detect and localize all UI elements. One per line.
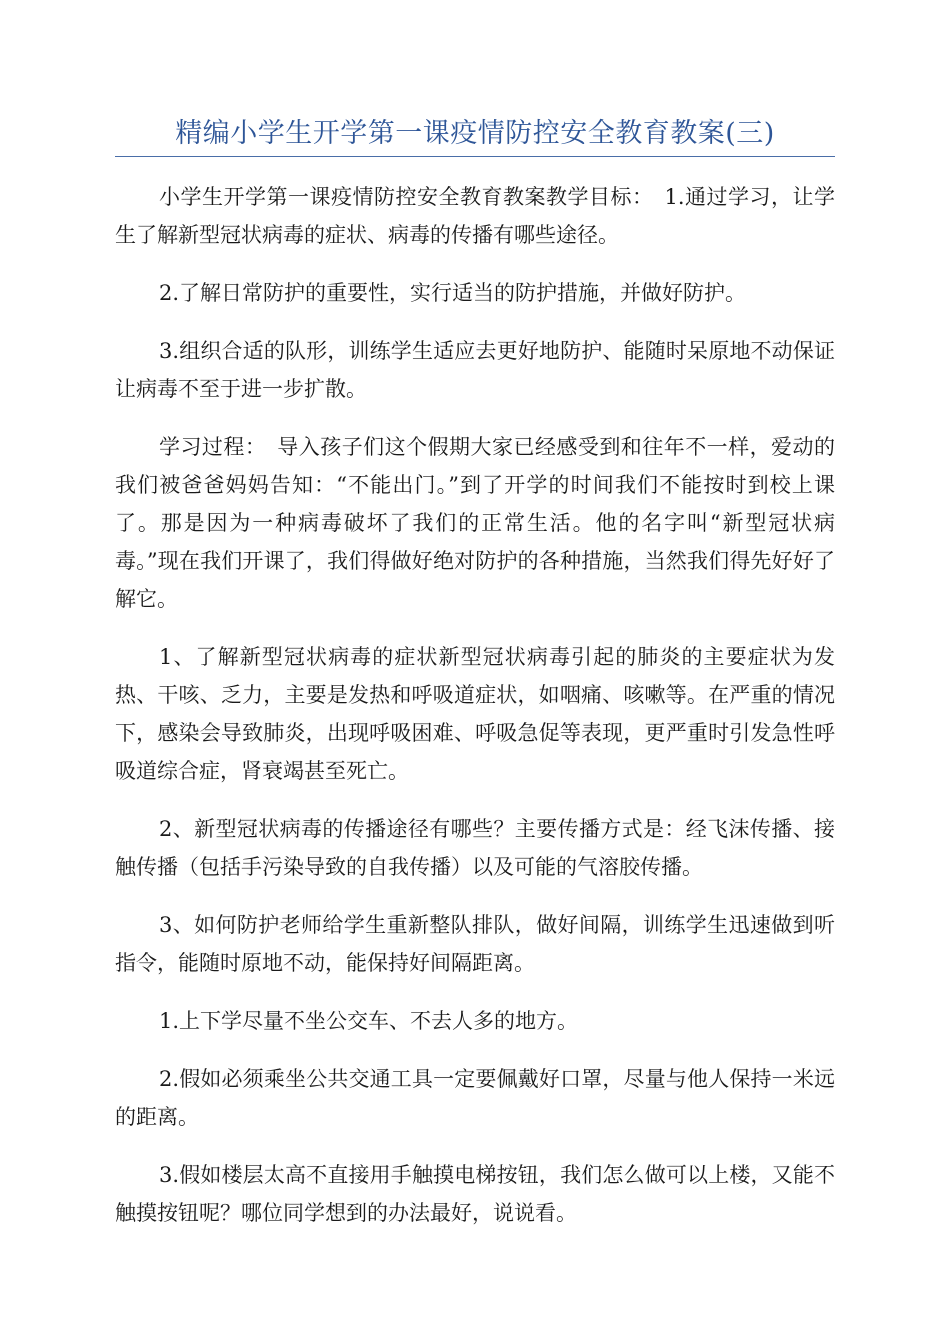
paragraph-protection-1: 1.上下学尽量不坐公交车、不去人多的地方。 [159,1009,579,1033]
title-block [115,112,835,157]
paragraph-protection-2: 2.假如必须乘坐公共交通工具一定要佩戴好口罩，尽量与他人保持一米远的距离。 [115,1067,835,1129]
paragraph-objective-3: 3.组织合适的队形，训练学生适应去更好地防护、能随时呆原地不动保证让病毒不至于进一步扩散。 [115,339,835,401]
document-title: 精编小学生开学第一课疫情防控安全教育教案(三) [175,118,775,149]
paragraph-protection: 3、如何防护老师给学生重新整队排队，做好间隔，训练学生迅速做到听指令，能随时原地不动，能保持好间隔距离。 [115,913,835,975]
document-body [115,178,835,1252]
paragraph-objectives: 小学生开学第一课疫情防控安全教育教案教学目标： 1.通过学习，让学生了解新型冠状病毒的症状、病毒的传播有哪些途径。 [115,185,835,247]
paragraph-protection-3: 3.假如楼层太高不直接用手触摸电梯按钮，我们怎么做可以上楼，又能不触摸按钮呢？哪位同学想到的办法最好，说说看。 [115,1163,835,1225]
paragraph-objective-2: 2.了解日常防护的重要性，实行适当的防护措施，并做好防护。 [159,281,747,305]
paragraph-symptoms: 1、了解新型冠状病毒的症状新型冠状病毒引起的肺炎的主要症状为发热、干咳、乏力，主要是发热和呼吸道症状，如咽痛、咳嗽等。在严重的情况下，感染会导致肺炎，出现呼吸困难、呼吸急促等表现，更严重时引发急性呼吸道综合症，肾衰竭甚至死亡。 [115,645,835,783]
paragraph-learning-process: 学习过程： 导入孩子们这个假期大家已经感受到和往年不一样，爱动的我们被爸爸妈妈告知：“不能出门。”到了开学的时间我们不能按时到校上课了。那是因为一种病毒破坏了我们的正常生活。他的名字叫“新型冠状病毒。”现在我们开课了，我们得做好绝对防护的各种措施，当然我们得先好好了解它。 [115,435,835,611]
paragraph-transmission: 2、新型冠状病毒的传播途径有哪些？主要传播方式是：经飞沫传播、接触传播（包括手污染导致的自我传播）以及可能的气溶胶传播。 [115,817,835,879]
